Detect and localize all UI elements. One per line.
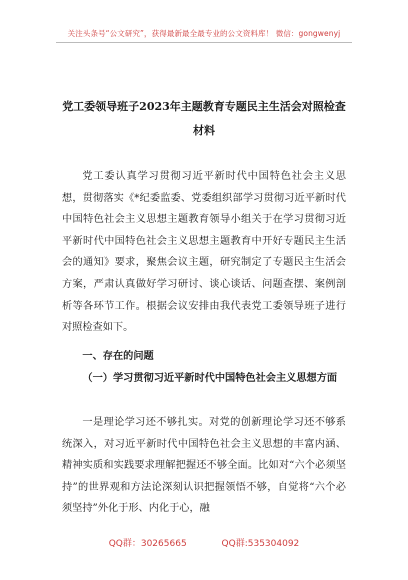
- intro-paragraph: 党工委认真学习贯彻习近平新时代中国特色社会主义思想，贯彻落实《*纪委监委、党委组织部学习贯彻习近平新时代中国特色社会主义思想主题教育领导小组关于在学习贯彻习近平新时代中国特色社会主义思想主题教育中开好专题民主生活会的通知》要求，聚焦会议主题，研究制定了专题民主生活会方案，严肃认真做好学习研讨、谈心谈话、问题查摆、案例剖析等各环节工作。根据会议安排由我代表党工委领导班子进行对照检查如下。: [62, 171, 346, 334]
- section-heading: 一、存在的问题: [82, 350, 154, 362]
- subsection-heading: （一）学习贯彻习近平新时代中国特色社会主义思想方面: [82, 372, 338, 384]
- footer-qq-group-1: QQ群：30265665: [108, 539, 187, 549]
- body-paragraph: 一是理论学习还不够扎实。对党的创新理论学习还不够系统深入，对习近平新时代中国特色社会主义思想的丰富内涵、精神实质和实践要求理解把握还不够全面。比如对“六个必须坚持”的世界观和方法论深刻认识把握领悟不够，自觉将“六个必须坚持”外化于形、内化于心，融: [62, 417, 346, 515]
- header-divider: [56, 42, 352, 43]
- document-title: 党工委领导班子2023年主题教育专题民主生活会对照检查: [62, 100, 346, 113]
- footer-qq-group-2: QQ群:535304092: [221, 539, 300, 549]
- document-subtitle: 材料: [193, 124, 215, 137]
- footer: [0, 536, 408, 549]
- header-banner: 关注头条号“公文研究”，获得最新最全最专业的公文资料库！ 微信：gongwenyj: [67, 29, 341, 38]
